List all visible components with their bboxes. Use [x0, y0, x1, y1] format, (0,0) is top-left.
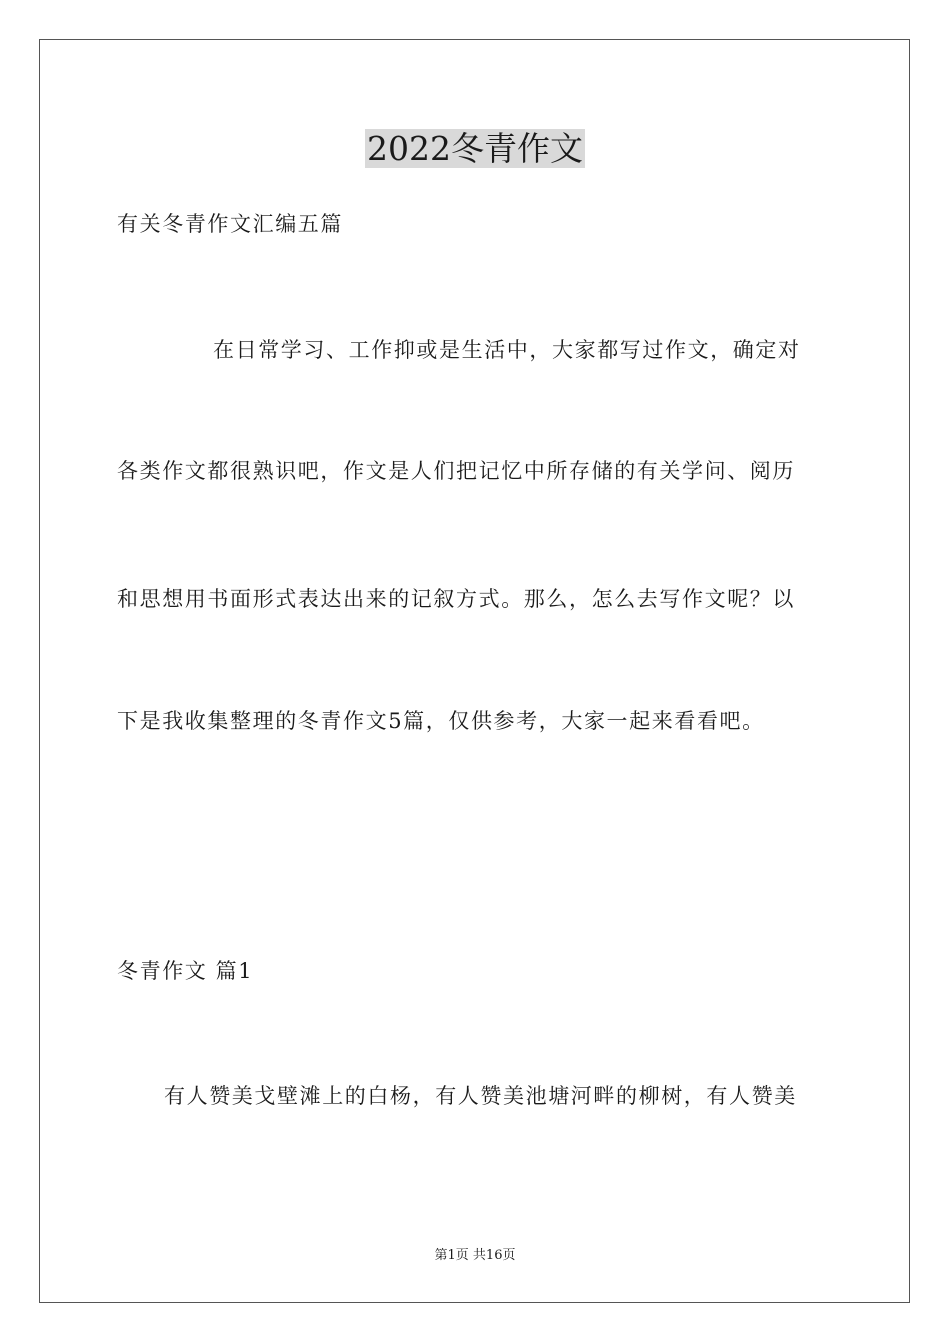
paragraph-line: 和思想用书面形式表达出来的记叙方式。那么，怎么去写作文呢？以 [117, 587, 795, 611]
section-heading: 冬青作文 篇1 [117, 959, 254, 983]
document-title-text: 2022冬青作文 [367, 129, 583, 168]
page-indicator: 第1页 共16页 [434, 1248, 516, 1263]
document-title [0, 126, 950, 172]
paragraph-line: 各类作文都很熟识吧，作文是人们把记忆中所存储的有关学问、阅历 [117, 459, 795, 483]
document-subtitle: 有关冬青作文汇编五篇 [117, 212, 343, 236]
paragraph-line: 下是我收集整理的冬青作文5篇，仅供参考，大家一起来看看吧。 [117, 709, 765, 733]
paragraph-line: 在日常学习、工作抑或是生活中，大家都写过作文，确定对 [213, 338, 801, 362]
paragraph-line: 有人赞美戈壁滩上的白杨，有人赞美池塘河畔的柳树，有人赞美 [164, 1084, 797, 1108]
